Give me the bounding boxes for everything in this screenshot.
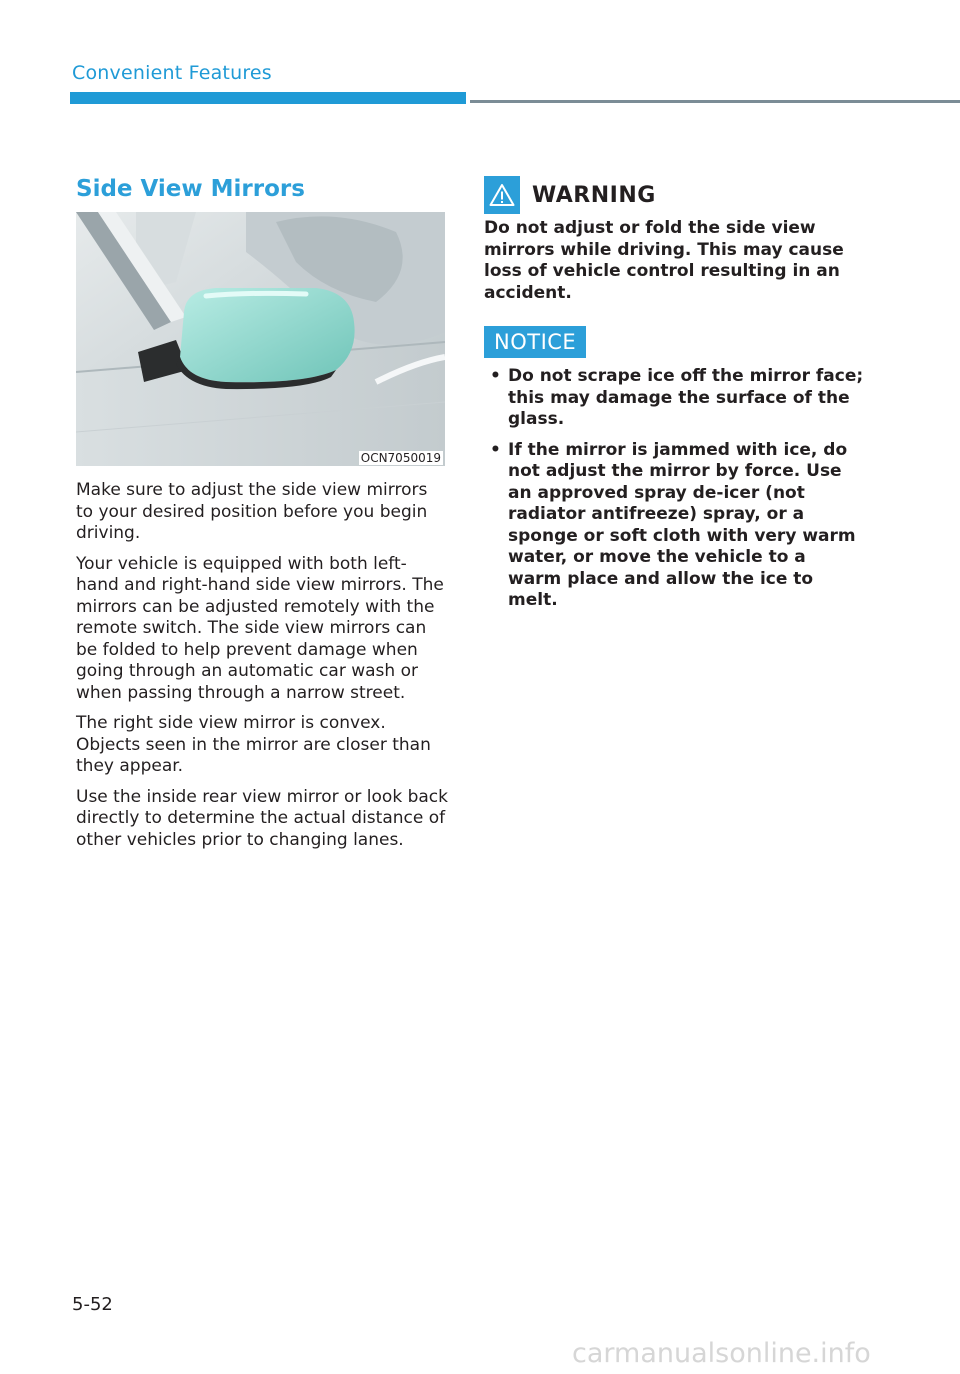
section-title: Side View Mirrors: [76, 176, 305, 202]
header-rule-accent: [70, 92, 466, 104]
notice-item-text: Do not scrape ice off the mirror face; this may damage the surface of the glass.: [508, 366, 864, 429]
notice-label: NOTICE: [484, 326, 586, 358]
bullet-icon: •: [490, 366, 501, 386]
body-paragraph: Use the inside rear view mirror or look back directly to determine the actual distance of other vehicles prior to changing lanes.: [76, 786, 448, 850]
figure-code: OCN7050019: [360, 451, 441, 465]
body-paragraph: Make sure to adjust the side view mirrors to your desired position before you begin driving.: [76, 480, 428, 543]
body-text: [76, 480, 448, 860]
notice-list: [484, 366, 864, 621]
warning-label: WARNING: [532, 182, 656, 208]
side-mirror-drawing: [76, 212, 445, 466]
notice-item: [484, 366, 864, 431]
warning-badge: [484, 176, 520, 214]
chapter-title: Convenient Features: [72, 62, 272, 84]
body-paragraph: Your vehicle is equipped with both left-hand and right-hand side view mirrors. The mirrors can be adjusted remotely with the remote switch. The side view mirrors can be folded to help prevent damage when going through an automatic car wash or when passing through a narrow street.: [76, 553, 444, 703]
bullet-icon: •: [490, 439, 501, 460]
notice-item-text: If the mirror is jammed with ice, do not adjust the mirror by force. Use an approved spray de-icer (not radiator antifreeze) spray, or a sponge or soft cloth with very warm water, or move the vehicle to a warm place and allow the ice to melt.: [508, 439, 856, 610]
body-paragraph: The right side view mirror is convex. Objects seen in the mirror are closer than they appear.: [76, 713, 431, 776]
warning-header: [484, 176, 656, 214]
header-rule-gray: [470, 100, 960, 103]
page-number: 5-52: [72, 1294, 113, 1315]
warning-triangle-icon: [489, 183, 515, 207]
warning-text: Do not adjust or fold the side view mirrors while driving. This may cause loss of vehicle control resulting in an accident.: [484, 218, 844, 303]
side-mirror-illustration: [76, 212, 445, 466]
notice-item: [484, 440, 864, 612]
watermark: carmanualsonline.info: [572, 1338, 871, 1369]
